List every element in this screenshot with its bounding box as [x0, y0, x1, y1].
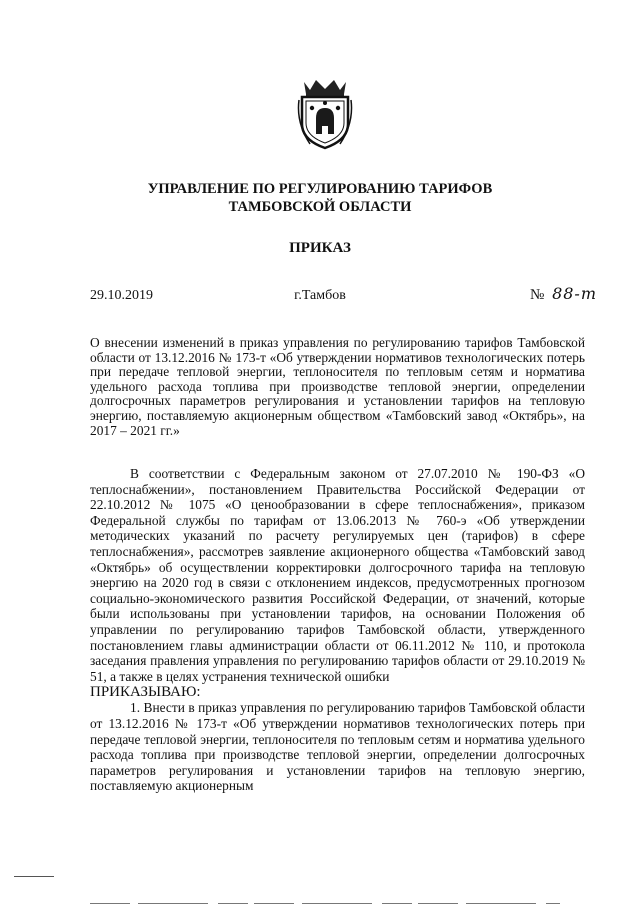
organization-title [0, 180, 640, 216]
item-1-paragraph: 1. Внести в приказ управления по регулированию тарифов Тамбовской области от 13.12.2016 № 173-т «Об утверждении нормативов технологических потерь при передаче тепловой энергии, теплоносителя по тепловым сетям и норматива удельного расхода топлива при производстве тепловой энергии, определении долгосрочных параметров регулирования и установлении тарифов на тепловую энергию, поставляемую акционерным [90, 700, 585, 794]
document-type: ПРИКАЗ [289, 240, 351, 256]
document-body [90, 466, 585, 794]
footer-mark [14, 876, 54, 877]
document-number-value: 88-т [552, 284, 597, 303]
document-subject: О внесении изменений в приказ управления по регулированию тарифов Тамбовской области от 13.12.2016 № 173-т «Об утверждении нормативов технологических потерь при передаче тепловой энергии, теплоносителя по тепловым сетям и норматива удельного расхода топлива при производстве тепловой энергии, определении долгосрочных параметров регулирования и установлении тарифов на тепловую энергию, поставляемую акционерным обществом «Тамбовский завод «Октябрь», на 2017 – 2021 гг.» [90, 335, 585, 438]
document-city: г.Тамбов [294, 288, 346, 303]
organization-title-line2: ТАМБОВСКОЙ ОБЛАСТИ [228, 199, 412, 215]
document-date: 29.10.2019 [90, 288, 153, 303]
prikazyvayu-heading: ПРИКАЗЫВАЮ: [90, 684, 201, 701]
document-number [530, 284, 597, 304]
tambov-coat-of-arms-icon [296, 78, 354, 150]
organization-title-line1: УПРАВЛЕНИЕ ПО РЕГУЛИРОВАНИЮ ТАРИФОВ [147, 181, 493, 197]
document-number-label: № [530, 287, 545, 303]
preamble-paragraph: В соответствии с Федеральным законом от 27.07.2010 № 190-ФЗ «О теплоснабжении», постановлением Правительства Российской Федерации от 22.10.2012 № 1075 «О ценообразовании в сфере теплоснабжения», приказом Федеральной службы по тарифам от 13.06.2013 № 760-э «Об утверждении методических указаний по расчету регулируемых цен (тарифов) в сфере теплоснабжения», рассмотрев заявление акционерного общества «Тамбовский завод «Октябрь» об осуществлении корректировки долгосрочного тарифа на тепловую энергию на 2020 год в связи с отклонением индексов, предусмотренных прогнозом социально-экономического развития Российской Федерации, от значений, которые были использованы при установлении тарифов, на основании Положения об управлении по регулированию тарифов Тамбовской области, утвержденного постановлением главы администрации области от 06.11.2012 № 110, и протокола заседания правления управления по регулированию тарифов области от 29.10.2019 № 51, а также в целях устранения технической ошибки [90, 466, 585, 684]
